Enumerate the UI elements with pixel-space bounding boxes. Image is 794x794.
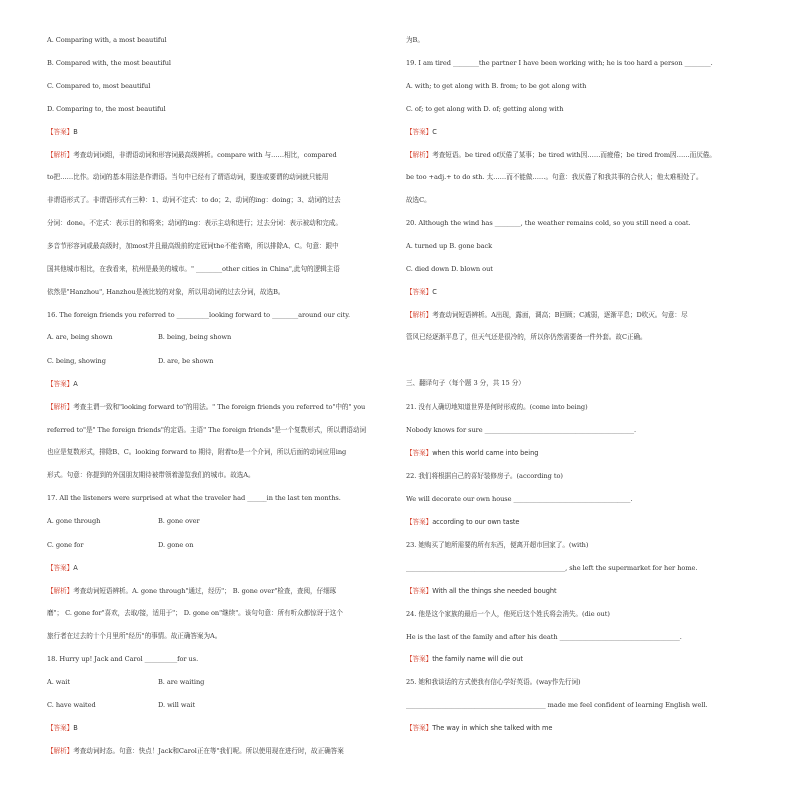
text-line: A. Comparing with, a most beautiful <box>47 36 167 44</box>
answer-line <box>406 449 538 458</box>
answer-line <box>406 724 552 733</box>
text-line: 24. 他是这个家族的最后一个人，他死后这个姓氏将会消失。(die out) <box>406 610 610 618</box>
explanation-line <box>406 311 688 320</box>
answer-line <box>47 380 78 389</box>
text-line: 非谓语形式了。非谓语形式有三种：1、动词不定式：to do；2、动词的ing：doing；3、动词的过去 <box>47 196 341 204</box>
explanation-text: 考查动词时态。句意：快点！Jack和Carol正在等"我们呢。所以使用现在进行时，故正确答案 <box>73 747 344 755</box>
explanation-text: 考查短语。be tired of厌倦了某事；be tired with因……而疲倦；be tired from因……而厌倦。 <box>432 151 716 159</box>
text-line: 磨"； C. gone for"喜欢，去取/接，适用于"； D. gone on"继续"。该句句意：所有听众都惊讶于这个 <box>47 609 343 617</box>
explanation-tag: 【解析】 <box>47 587 74 595</box>
explanation-text: 考查主谓一致和"looking forward to"的用法。" The foreign friends you referred to"中的" you <box>73 403 366 411</box>
option-a: C. have waited <box>47 701 96 709</box>
text-line: to把……比作。动词的基本用法是作谓语。当句中已经有了谓语动词，要连或要谓的动词就只能用 <box>47 173 329 181</box>
answer-tag: 【答案】 <box>406 724 433 732</box>
explanation-line <box>47 151 337 160</box>
answer-line <box>406 655 523 664</box>
text-line: 也应是复数形式，排除B、C。looking forward to 期待，附着to是一个介词，所以后面的动词应用ing <box>47 448 347 456</box>
answer-line <box>406 288 437 297</box>
text-line: 分词：done。不定式：表示目的和将来；动词的ing：表示主动和进行；过去分词：表示被动和完成。 <box>47 219 342 227</box>
text-line: 21. 没有人确切地知道世界是何时形成的。(come into being) <box>406 403 588 411</box>
answer-line <box>406 587 557 596</box>
answer-tag: 【答案】 <box>406 449 433 457</box>
answer-tag: 【答案】 <box>47 380 74 388</box>
text-line: 18. Hurry up! Jack and Carol __________for us. <box>47 655 199 663</box>
answer-text: With all the things she needed bought <box>432 587 557 595</box>
option-row <box>47 333 232 342</box>
text-line: referred to"是" The foreign friends"的定语。主语" The foreign friends"是一个复数形式，所以谓语动词 <box>47 426 366 434</box>
option-a: A. are, being shown <box>47 333 113 341</box>
answer-tag: 【答案】 <box>47 128 74 136</box>
option-b: B. gone over <box>158 517 200 525</box>
answer-tag: 【答案】 <box>406 288 433 296</box>
answer-text: according to our own taste <box>432 518 520 526</box>
answer-text: A <box>73 380 78 388</box>
answer-tag: 【答案】 <box>406 655 433 663</box>
answer-line <box>47 564 78 573</box>
answer-line <box>47 724 78 733</box>
text-line: A. with; to get along with B. from; to be got along with <box>406 82 587 90</box>
text-line: C. of; to get along with D. of; getting along with <box>406 105 564 113</box>
text-line: 为B。 <box>406 36 424 44</box>
explanation-tag: 【解析】 <box>406 151 433 159</box>
option-b: B. being, being shown <box>158 333 232 341</box>
text-line: 22. 我们将根据自己的喜好装修房子。(according to) <box>406 472 563 480</box>
answer-tag: 【答案】 <box>47 724 74 732</box>
text-line: We will decorate our own house ____________________________________. <box>406 495 633 503</box>
text-line: 多音节形容词或最高级时，加most并且最高级前的定冠词the不能省略，所以排除A、C。句意：跟中 <box>47 242 339 250</box>
explanation-tag: 【解析】 <box>47 403 74 411</box>
text-line: 16. The foreign friends you referred to __________looking forward to ________around our city. <box>47 311 351 319</box>
text-line: 23. 她购买了她所需要的所有东西，便离开超市回家了。(with) <box>406 541 589 549</box>
text-line: Nobody knows for sure ______________________________________________. <box>406 426 637 434</box>
answer-tag: 【答案】 <box>406 518 433 526</box>
option-b: D. are, be shown <box>158 357 214 365</box>
text-line: A. turned up B. gone back <box>406 242 493 250</box>
explanation-line <box>47 747 344 756</box>
option-b: D. gone on <box>158 541 194 549</box>
answer-tag: 【答案】 <box>406 587 433 595</box>
answer-text: The way in which she talked with me <box>432 724 553 732</box>
text-line: 管风已经逐渐平息了，但天气还是很冷的，所以你仍然需要备一件外套。故C正确。 <box>406 333 647 341</box>
option-row <box>47 517 200 526</box>
explanation-line <box>47 587 336 596</box>
explanation-line <box>406 151 716 160</box>
text-line: 19. I am tired ________the partner I have been working with; he is too hard a person ________. <box>406 59 713 67</box>
answer-text: A <box>73 564 78 572</box>
text-line: 国其他城市相比，在我看来，杭州是最美的城市。" ________other cities in China",此句的逻辑主语 <box>47 265 340 273</box>
answer-tag: 【答案】 <box>47 564 74 572</box>
explanation-line <box>47 403 365 412</box>
option-a: C. gone for <box>47 541 84 549</box>
answer-text: B <box>73 724 78 732</box>
text-line: _________________________________________________, she left the supermarket for her home. <box>406 564 698 572</box>
option-a: C. being, showing <box>47 357 106 365</box>
text-line: ___________________________________________ made me feel confident of learning English well. <box>406 701 708 709</box>
explanation-tag: 【解析】 <box>406 311 433 319</box>
text-line: 25. 她和我谈话的方式使我有信心学好英语。(way作先行词) <box>406 678 581 686</box>
text-line: 依然是"Hanzhou", Hanzhou是被比较的对象，所以用动词的过去分词，故选B。 <box>47 288 285 296</box>
text-line: be too +adj.+ to do sth. 太……而不能做……。句意：我厌倦了和我共事的合伙人；他太难相处了。 <box>406 173 703 181</box>
option-a: A. wait <box>47 678 70 686</box>
text-line: He is the last of the family and after his death _____________________________________. <box>406 633 682 641</box>
option-row <box>47 541 194 550</box>
explanation-text: 考查动词短语辨析。A. gone through"通过，经历"； B. gone over"检查，查阅，仔细琢 <box>73 587 337 595</box>
answer-line <box>47 128 78 137</box>
explanation-tag: 【解析】 <box>47 151 74 159</box>
option-a: A. gone through <box>47 517 101 525</box>
answer-text: the family name will die out <box>432 655 523 663</box>
answer-text: C <box>432 288 437 296</box>
text-line: 三、翻译句子（每个题 3 分，共 15 分） <box>406 379 525 387</box>
answer-line <box>406 518 519 527</box>
text-line: 故选C。 <box>406 196 431 204</box>
option-row <box>47 701 196 710</box>
text-line: D. Comparing to, the most beautiful <box>47 105 166 113</box>
text-line: 旅行者在过去的十个月里所"经历"的事情。故正确答案为A。 <box>47 632 222 640</box>
text-line: 形式。句意：你提到的外国朋友期待被带领着游览我们的城市。故选A。 <box>47 471 255 479</box>
option-row <box>47 357 214 366</box>
text-line: 20. Although the wind has ________, the weather remains cold, so you still need a coat. <box>406 219 691 227</box>
text-line: C. Compared to, most beautiful <box>47 82 151 90</box>
answer-text: when this world came into being <box>432 449 539 457</box>
option-b: B. are waiting <box>158 678 205 686</box>
explanation-text: 考查动词短语辨析。A出现，露面，调高；B回顾；C减弱，逐渐平息；D吹灭。句意：尽 <box>432 311 688 319</box>
text-line: B. Compared with, the most beautiful <box>47 59 171 67</box>
option-row <box>47 678 205 687</box>
answer-text: C <box>432 128 437 136</box>
answer-tag: 【答案】 <box>406 128 433 136</box>
explanation-text: 考查动词词组，非谓语动词和形容词最高级辨析。compare with 与……相比，compared <box>73 151 337 159</box>
text-line: 17. All the listeners were surprised at what the traveler had ______in the last ten months. <box>47 494 341 502</box>
text-line: C. died down D. blown out <box>406 265 493 273</box>
option-b: D. will wait <box>158 701 196 709</box>
answer-line <box>406 128 437 137</box>
explanation-tag: 【解析】 <box>47 747 74 755</box>
answer-text: B <box>73 128 78 136</box>
